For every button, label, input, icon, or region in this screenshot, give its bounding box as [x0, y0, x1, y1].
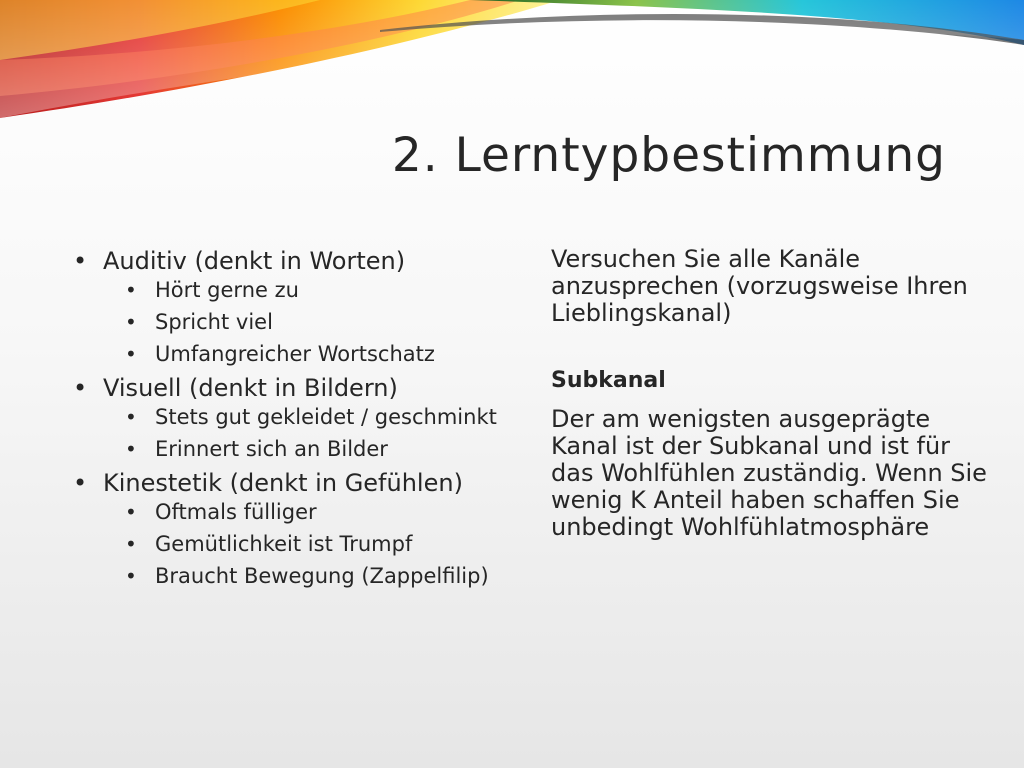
sub-bullet-label: Spricht viel	[155, 310, 273, 334]
sub-bullet-item	[125, 531, 513, 557]
bullet-item-auditiv	[73, 246, 513, 367]
subkanal-heading: Subkanal	[551, 368, 666, 393]
sub-bullet-label: Umfangreicher Wortschatz	[155, 342, 435, 366]
sub-bullet-item	[125, 404, 513, 430]
sub-bullet-label: Gemütlichkeit ist Trumpf	[155, 532, 413, 556]
bullet-icon: •	[125, 310, 137, 334]
sub-bullet-label: Braucht Bewegung (Zappelfilip)	[155, 564, 489, 588]
slide-title: 2. Lerntypbestimmung	[391, 128, 946, 183]
bullet-icon: •	[73, 247, 88, 275]
sub-bullet-label: Stets gut gekleidet / geschminkt	[155, 405, 497, 429]
bullet-label: Visuell (denkt in Bildern)	[103, 374, 398, 402]
right-column-text	[551, 246, 991, 541]
bullet-icon: •	[125, 532, 137, 556]
bullet-label: Auditiv (denkt in Worten)	[103, 247, 406, 275]
bullet-icon: •	[125, 500, 137, 524]
sub-bullet-item	[125, 277, 513, 303]
decorative-rainbow-swoosh	[0, 0, 1024, 130]
bullet-icon: •	[125, 342, 137, 366]
bullet-icon: •	[125, 278, 137, 302]
bullet-list	[73, 246, 513, 589]
bullet-icon: •	[125, 405, 137, 429]
sub-bullet-list	[125, 404, 513, 462]
sub-bullet-item	[125, 341, 513, 367]
bullet-label: Kinestetik (denkt in Gefühlen)	[103, 469, 463, 497]
intro-paragraph: Versuchen Sie alle Kanäle anzusprechen (vorzugsweise Ihren Lieblingskanal)	[551, 245, 968, 327]
sub-bullet-item	[125, 563, 513, 589]
sub-bullet-item	[125, 436, 513, 462]
sub-bullet-list	[125, 277, 513, 367]
sub-bullet-label: Hört gerne zu	[155, 278, 299, 302]
bullet-icon: •	[73, 469, 88, 497]
bullet-icon: •	[125, 564, 137, 588]
bullet-item-kinestetik	[73, 468, 513, 589]
sub-bullet-item	[125, 309, 513, 335]
sub-bullet-list	[125, 499, 513, 589]
left-column-bullets	[73, 246, 513, 595]
bullet-item-visuell	[73, 373, 513, 462]
bullet-icon: •	[73, 374, 88, 402]
sub-bullet-label: Erinnert sich an Bilder	[155, 437, 388, 461]
subkanal-paragraph: Der am wenigsten ausgeprägte Kanal ist der Subkanal und ist für das Wohlfühlen zuständig. Wenn Sie wenig K Anteil haben schaffen Sie unbedingt Wohlfühlatmosphäre	[551, 405, 987, 541]
bullet-icon: •	[125, 437, 137, 461]
sub-bullet-label: Oftmals fülliger	[155, 500, 317, 524]
sub-bullet-item	[125, 499, 513, 525]
